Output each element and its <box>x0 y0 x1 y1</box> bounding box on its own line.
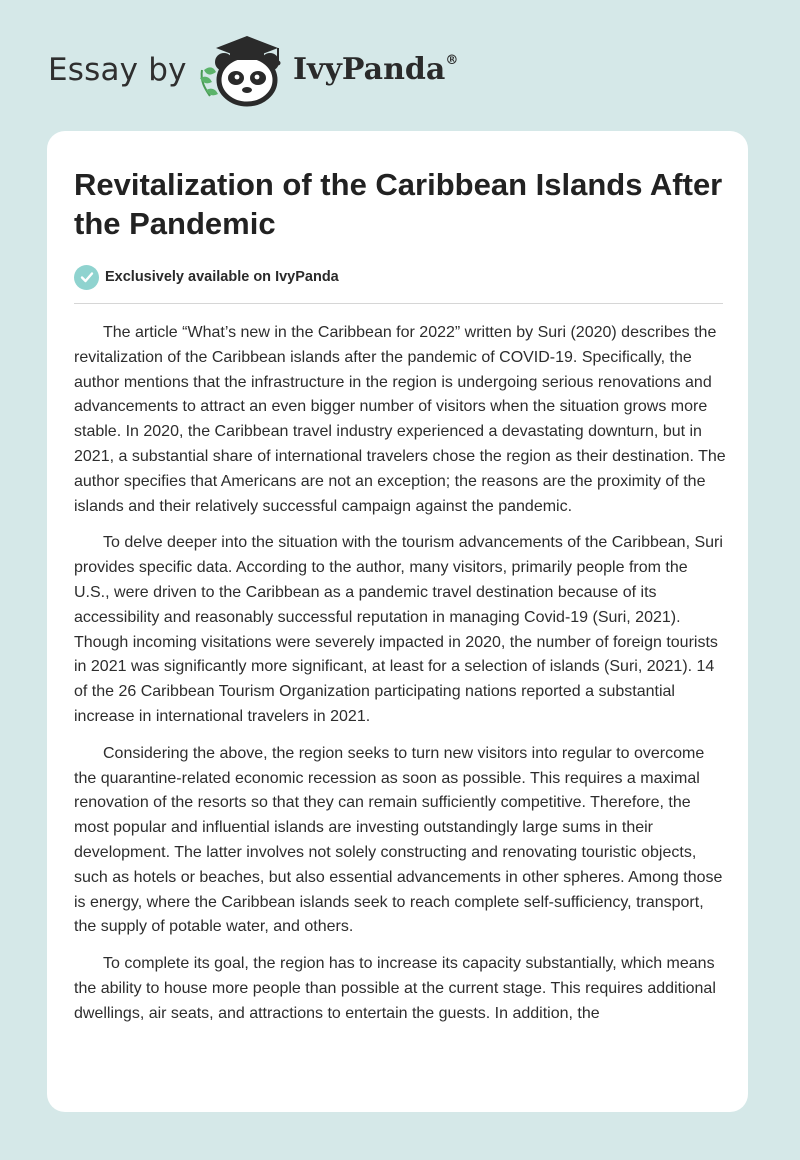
paragraph: To complete its goal, the region has to increase its capacity substantially, which means the ability to house more people than possible at the current stage. This requires additional dwellings, air seats, and attractions to entertain the guests. In addition, the <box>74 955 716 1022</box>
exclusive-badge-label: Exclusively available on IvyPanda <box>105 269 339 285</box>
article-body <box>74 321 726 1039</box>
essay-by-label: Essay by <box>48 52 187 88</box>
site-header <box>0 0 800 130</box>
exclusive-badge <box>74 264 339 290</box>
registered-mark: ® <box>445 53 459 68</box>
article-card <box>47 131 748 1112</box>
paragraph: Considering the above, the region seeks to turn new visitors into regular to overcome the quarantine-related economic recession as soon as possible. This requires a maximal renovation of the resorts so that they can remain sufficiently competitive. Therefore, the most popular and influential islands are investing outstandingly large sums in their development. The latter involves not solely constructing and renovating touristic objects, such as hotels or beaches, but also essential advancements in other spheres. Among those is energy, where the Caribbean islands seek to reach complete self-sufficiency, transport, the supply of potable water, and others. <box>74 744 723 936</box>
checkmark-icon <box>74 265 99 290</box>
brand-name[interactable]: IvyPanda® <box>293 52 459 87</box>
article-title: Revitalization of the Caribbean Islands After the Pandemic <box>74 167 723 241</box>
paragraph: To delve deeper into the situation with the tourism advancements of the Caribbean, Suri provides specific data. According to the author, many visitors, primarily people from the U.S., were driven to the Caribbean as a pandemic travel destination because of its accessibility and reasonably successful reputation in managing Covid-19 (Suri, 2021). Though incoming visitations were severely impacted in 2020, the number of foreign tourists in 2021 was significantly more significant, at least for a selection of islands (Suri, 2021). 14 of the 26 Caribbean Tourism Organization participating nations reported a substantial increase in international travelers in 2021. <box>74 534 723 725</box>
paragraph: The article “What’s new in the Caribbean for 2022” written by Suri (2020) describes the revitalization of the Caribbean islands after the pandemic of COVID-19. Specifically, the author mentions that the infrastructure in the region is undergoing serious renovations and advancements to attract an even bigger number of visitors when the situation grows more stable. In 2020, the Caribbean travel industry experienced a devastating downturn, but in 2021, a substantial share of international travelers chose the region as their destination. The author specifies that Americans are not an exception; the reasons are the proximity of the islands and their relatively successful campaign against the pandemic. <box>74 324 726 515</box>
divider <box>74 303 723 304</box>
panda-logo-icon <box>198 30 290 110</box>
